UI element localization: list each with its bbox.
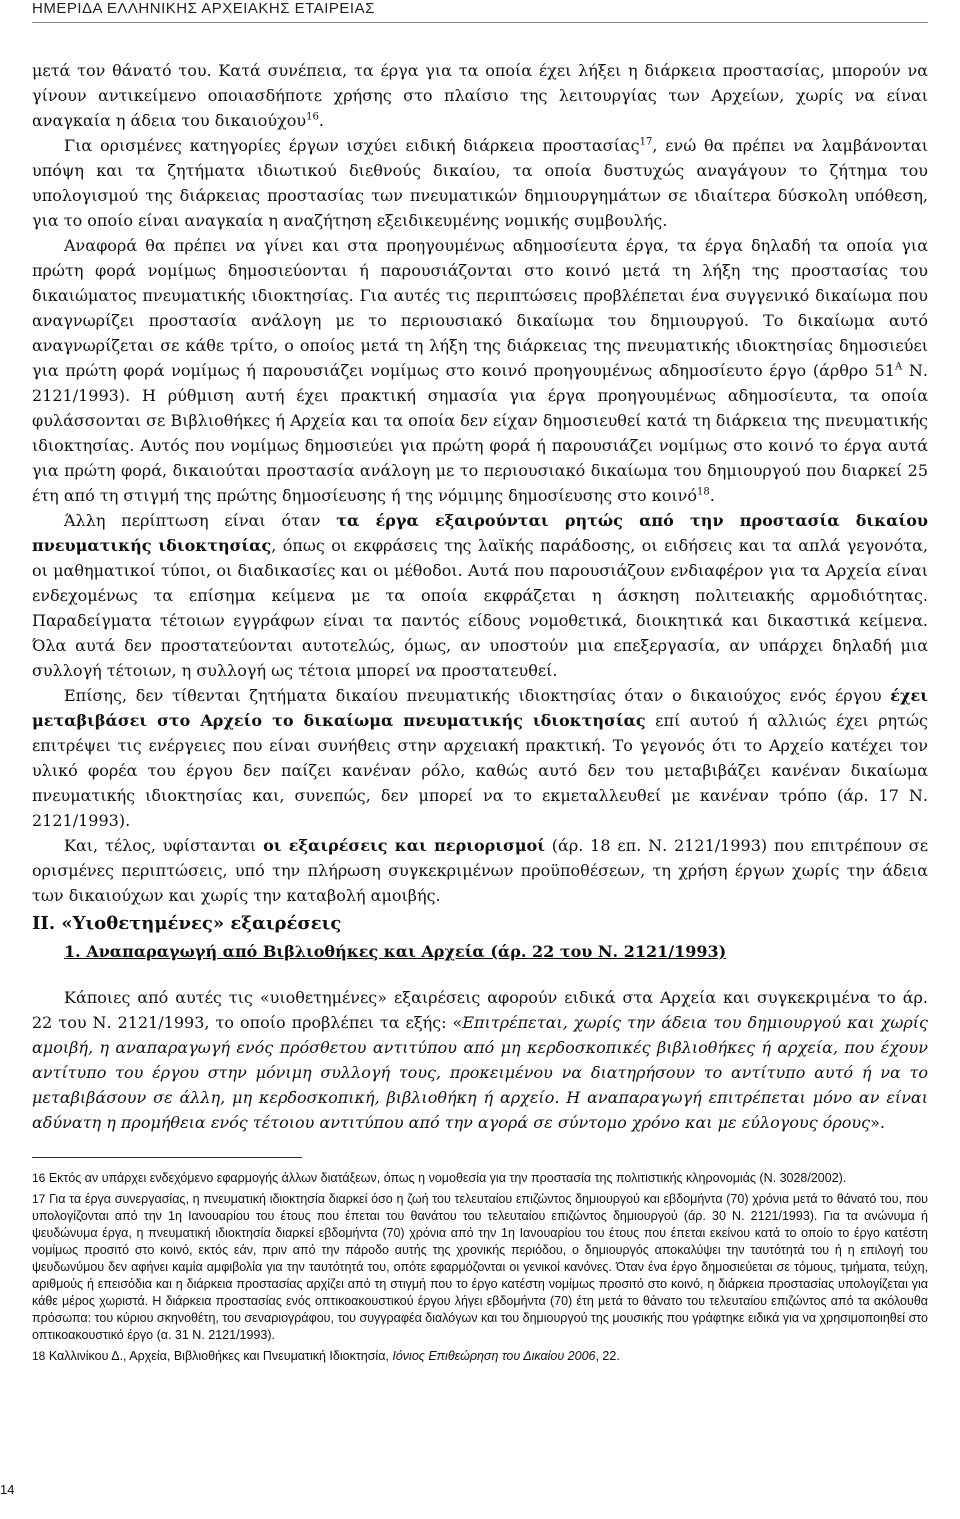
paragraph-7: Κάποιες από αυτές τις «υιοθετημένες» εξαιρέσεις αφορούν ειδικά στα Αρχεία και συγκεκριμένα το άρ. 22 του Ν. 2121/1993, το οποίο προβλέπει τα εξής: «Επιτρέπεται, χωρίς την άδεια του δημιουργού και χωρίς αμοιβή, η αναπαραγωγή ενός πρόσθετου αντιτύπου από μη κερδοσκοπικές βιβλιοθήκες ή αρχεία, που έχουν αντίτυπο του έργου στην μόνιμη συλλογή τους, προκειμένου να διατηρήσουν το αντίτυπο αυτό ή να το μεταβιβάσουν σε άλλη, μη κερδοσκοπική, βιβλιοθήκη ή αρχείο. Η αναπαραγωγή επιτρέπεται μόνο αν είναι αδύνατη η προμήθεια ενός τέτοιου αντιτύπου από την αγορά σε σύντομο χρόνο και με εύλογους όρους». (32, 988, 929, 1132)
paragraph-6: Και, τέλος, υφίστανται οι εξαιρέσεις και περιορισμοί (άρ. 18 επ. Ν. 2121/1993) που επιτρέπουν σε ορισμένες περιπτώσεις, υπό την πλήρωση συγκεκριμένων προϋποθέσεων, τη χρήση έργων χωρίς την άδεια των δικαιούχων και χωρίς την καταβολή αμοιβής. (32, 836, 928, 905)
footnotes (32, 1170, 928, 1369)
law-quote: Επιτρέπεται, χωρίς την άδεια του δημιουργού και χωρίς αμοιβή, η αναπαραγωγή ενός πρόσθετου αντιτύπου από μη κερδοσκοπικές βιβλιοθήκες ή αρχεία, που έχουν αντίτυπο του έργου στην μόνιμη συλλογή τους, προκειμένου να διατηρήσουν το αντίτυπο αυτό ή να το μεταβιβάσουν σε άλλη, μη κερδοσκοπική, βιβλιοθήκη ή αρχείο. Η αναπαραγωγή επιτρέπεται μόνο αν είναι αδύνατη η προμήθεια ενός τέτοιου αντιτύπου από την αγορά σε σύντομο χρόνο και με εύλογους όρους (32, 1013, 929, 1132)
footnote-number: 17 (32, 1192, 46, 1206)
running-header: ΗΜΕΡΙΔΑ ΕΛΛΗΝΙΚΗΣ ΑΡΧΕΙΑΚΗΣ ΕΤΑΙΡΕΙΑΣ (32, 0, 928, 23)
body-text (32, 58, 928, 908)
section-heading: ΙΙ. «Υιοθετημένες» εξαιρέσεις (32, 913, 342, 934)
emphasis-exceptions: οι εξαιρέσεις και περιορισμοί (263, 836, 545, 855)
superscript-a: Α (895, 361, 903, 373)
paragraph-4: Άλλη περίπτωση είναι όταν τα έργα εξαιρούνται ρητώς από την προστασία δικαίου πνευματικής ιδιοκτησίας, όπως οι εκφράσεις της λαϊκής παράδοσης, οι ειδήσεις και τα απλά γεγονότα, οι μαθηματικοί τύποι, οι διαδικασίες και οι μέθοδοι. Αυτά που παρουσιάζουν ενδιαφέρον για τα Αρχεία είναι ενδεχομένως τα επίσημα κείμενα με τα οποία εκφράζεται η άσκηση πολιτειακής αρμοδιότητας. Παραδείγματα τέτοιων εγγράφων είναι τα παντός είδους νομοθετικά, διοικητικά και δικαστικά κείμενα. Όλα αυτά δεν προστατεύονται αυτοτελώς, όμως, αν υποστούν μια επεξεργασία, αν υπάρχει δηλαδή μια συλλογή τέτοιων, η συλλογή ως τέτοια μπορεί να προστατευθεί. (32, 511, 929, 680)
footnote-ref-16: 16 (306, 111, 319, 123)
paragraph-2: Για ορισμένες κατηγορίες έργων ισχύει ειδική διάρκεια προστασίας$^{17}$, ενώ θα πρέπει να λαμβάνονται υπόψη και τα ζητήματα ιδιωτικού διεθνούς δικαίου, τα οποία δυστυχώς αναγάγουν το ζήτημα του υπολογισμού της διάρκειας προστασίας των πνευματικών δημιουργημάτων σε ιδιαίτερα δύσκολη υπόθεση, για το οποίο είναι αναγκαία η αναζήτηση εξειδικευμένης νομικής συμβουλής. (32, 136, 929, 230)
section-body (32, 985, 928, 1135)
footnote-divider (32, 1157, 302, 1158)
footnote-ref-18: 18 (697, 486, 710, 498)
subsection-heading: 1. Αναπαραγωγή από Βιβλιοθήκες και Αρχεία (άρ. 22 του Ν. 2121/1993) (64, 942, 727, 961)
footnote-number: 18 (32, 1349, 46, 1363)
emphasis-exclusion: τα έργα εξαιρούνται ρητώς από την προστασία δικαίου πνευματικής ιδιοκτησίας (32, 511, 928, 555)
paragraph-3: Αναφορά θα πρέπει να γίνει και στα προηγουμένως αδημοσίευτα έργα, τα έργα δηλαδή τα οποία για πρώτη φορά νομίμως δημοσιεύονται ή παρουσιάζονται στο κοινό μετά τη λήξη της προστασίας του δικαιώματος πνευματικής ιδιοκτησίας. Για αυτές τις περιπτώσεις προβλέπεται ένα συγγενικό δικαίωμα που αναγνωρίζει προστασία ανάλογη με το περιουσιακό δικαίωμα του δημιουργού. Το δικαίωμα αυτό αναγνωρίζεται σε κάθε τρίτο, ο οποίος μετά τη λήξη της διάρκειας της πνευματικής ιδιοκτησίας δημοσιεύει για πρώτη φορά νομίμως ή παρουσιάζει νομίμως στο κοινό προηγουμένως αδημοσίευτο έργο (άρθρο $51^A$ Ν. 2121/1993). Η ρύθμιση αυτή έχει πρακτική σημασία για έργα προηγουμένως αδημοσίευτα, τα οποία φυλάσσονται σε Βιβλιοθήκες ή Αρχεία και τα οποία δεν είχαν δημοσιευθεί κατά τη διάρκεια της πνευματικής ιδιοκτησίας. Αυτός που νομίμως δημοσιεύει για πρώτη φορά ή παρουσιάζει νομίμως στο κοινό το έργα αυτά για πρώτη φορά, δικαιούται προστασία ανάλογη με το περιουσιακό δικαίωμα του δημιουργού που διαρκεί 25 έτη από τη στιγμή της πρώτης δημοσίευσης ή της νόμιμης δημοσίευσης στο κοινό$^{18}$. (32, 236, 928, 505)
footnote-ref-17: 17 (639, 136, 653, 148)
journal-title: Ιόνιος Επιθεώρηση του Δικαίου 2006 (392, 1349, 596, 1363)
footnote-18: 18 Καλλινίκου Δ., Αρχεία, Βιβλιοθήκες και Πνευματική Ιδιοκτησία, Ιόνιος Επιθεώρηση του Δικαίου 2006, 22. (32, 1349, 620, 1363)
footnote-16: 16 Εκτός αν υπάρχει ενδεχόμενο εφαρμογής άλλων διατάξεων, όπως η νομοθεσία για την προστασία της πολιτιστικής κληρονομιάς (Ν. 3028/2002). (32, 1171, 847, 1185)
footnote-17: 17 Για τα έργα συνεργασίας, η πνευματική ιδιοκτησία διαρκεί όσο η ζωή του τελευταίου επιζώντος δημιουργού και εβδομήντα (70) χρόνια μετά το θάνατό του, που υπολογίζονται από την 1η Ιανουαρίου του έτους που έπεται του θανάτου του τελευταίου επιζώντος δημιουργού (άρ. 30 Ν. 2121/1993). Για τα ανώνυμα ή ψευδώνυμα έργα, η πνευματική ιδιοκτησία διαρκεί εβδομήντα (70) χρόνια από την 1η Ιανουαρίου του έτους που έπεται εκείνου κατά το οποίο το έργο κατέστη νομίμως προσιτό στο κοινό, εκτός εάν, πριν από την πάροδο αυτής της χρονικής περιόδου, ο δημιουργός αποκαλύψει την ταυτότητά του ή η επιλογή του ψευδωνύμου δεν αφήνει καμία αμφιβολία για την ταυτότητά του, οπότε εφαρμόζονται οι γενικοί κανόνες. Όταν ένα έργο δημοσιεύεται σε τόμους, τμήματα, τεύχη, αριθμούς ή επεισόδια και η διάρκεια προστασίας αρχίζει από τη στιγμή που το έργο κατέστη νομίμως προσιτό στο κοινό, η διάρκεια προστασίας υπολογίζεται για κάθε μέρος χωριστά. Η διάρκεια προστασίας ενός οπτικοακουστικού έργου λήγει εβδομήντα (70) έτη μετά το θάνατο του τελευταίου επιζώντος από τα ακόλουθα πρόσωπα: του κύριου σκηνοθέτη, του σεναριογράφου, του συγγραφέα διαλόγων και του δημιουργού της μουσικής που γράφτηκε ειδικά για να χρησιμοποιηθεί στο οπτικοακουστικό έργο (α. 31 Ν. 2121/1993). (32, 1192, 928, 1342)
paragraph-1: μετά τον θάνατό του. Κατά συνέπεια, τα έργα για τα οποία έχει λήξει η διάρκεια προστασίας, μπορούν να γίνουν αντικείμενο οποιασδήποτε χρήσης στο πλαίσιο της λειτουργίας των Αρχείων, χωρίς να είναι αναγκαία η άδεια του δικαιούχου$^{16}$. (32, 61, 928, 130)
paragraph-5: Επίσης, δεν τίθενται ζητήματα δικαίου πνευματικής ιδιοκτησίας όταν ο δικαιούχος ενός έργου έχει μεταβιβάσει στο Αρχείο το δικαίωμα πνευματικής ιδιοκτησίας επί αυτού ή αλλιώς έχει ρητώς επιτρέψει τις ενέργειες που είναι συνήθεις στην αρχειακή πρακτική. Το γεγονός ότι το Αρχείο κατέχει τον υλικό φορέα του έργου δεν παίζει κανέναν ρόλο, καθώς αυτό δεν του μεταβιβάζει κανέναν δικαίωμα πνευματικής ιδιοκτησίας και, συνεπώς, δεν μπορεί να το εκμεταλλευθεί με κανέναν τρόπο (άρ. 17 Ν. 2121/1993). (32, 686, 928, 830)
page-number: 14 (0, 1482, 15, 1497)
emphasis-transfer: έχει μεταβιβάσει στο Αρχείο το δικαίωμα πνευματικής ιδιοκτησίας (32, 686, 928, 730)
footnote-number: 16 (32, 1171, 46, 1185)
